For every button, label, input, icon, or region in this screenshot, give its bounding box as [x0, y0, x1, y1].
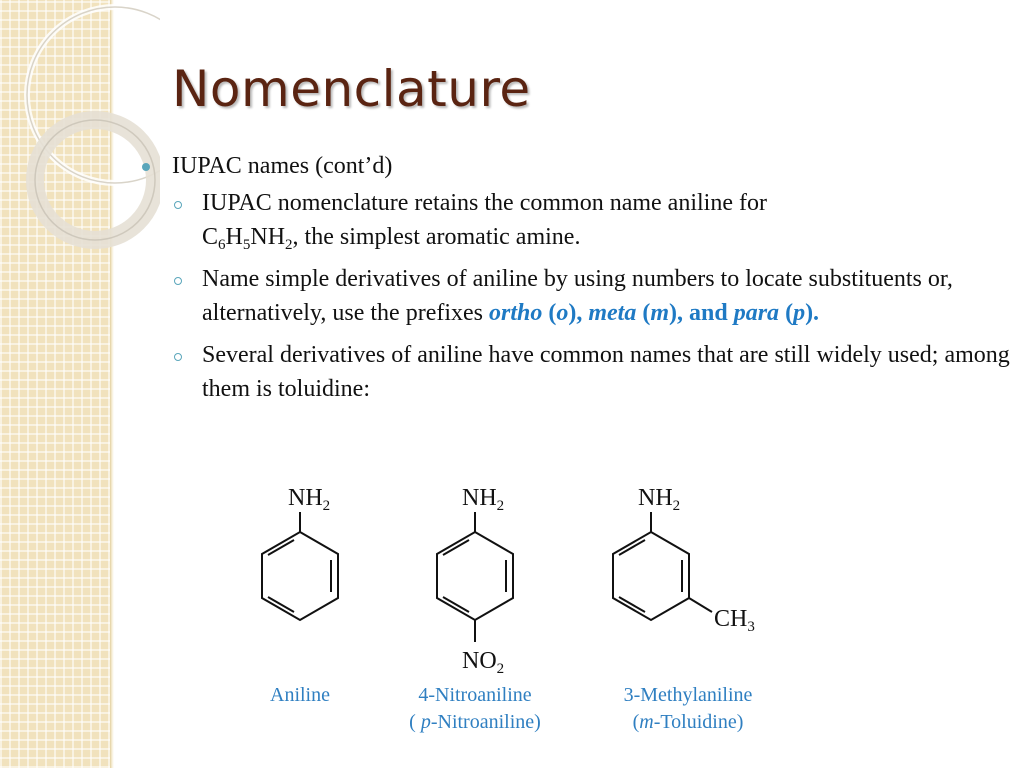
methylaniline-caption: 3-Methylaniline	[623, 684, 753, 706]
sub-bullet-toluidine	[140, 338, 1010, 406]
prefix-m: m	[650, 300, 670, 326]
bullet-text: IUPAC names (cont’d)	[172, 153, 393, 179]
prefix-ortho: ortho (o), meta (m), and para (p).	[489, 300, 820, 326]
sub-bullet-ring-icon	[174, 353, 182, 361]
formula-h: H	[225, 224, 243, 250]
formula-c: C	[202, 224, 219, 250]
sub-bullet-ring-icon	[174, 277, 182, 285]
formula-h-sub: 5	[242, 237, 251, 253]
sub-bullet-text-1-tail: , the simplest aromatic amine.	[292, 224, 581, 250]
aniline-caption: Aniline	[270, 684, 330, 706]
aniline-structures-figure	[250, 470, 790, 740]
sub-bullet-aniline	[140, 186, 1010, 254]
prefix-o: o	[556, 300, 569, 326]
formula-nh: NH	[250, 224, 286, 250]
slide-title: Nomenclature	[172, 60, 531, 118]
methylaniline-ch3-label: $CH_3$	[714, 606, 755, 635]
slide-body	[140, 150, 1010, 414]
sub-bullet-text-2: Name simple derivatives of aniline by using numbers to locate substituents or, alternatively, use the prefixes	[202, 266, 953, 326]
nitroaniline-nh2-label: $NH_2$	[462, 485, 505, 514]
sub-bullet-ring-icon	[174, 201, 182, 209]
methylaniline-alt-caption: (m-Toluidine)	[632, 711, 744, 733]
prefix-ortho-word: ortho	[489, 300, 543, 326]
aniline-structure	[262, 485, 338, 706]
sub-bullet-derivatives	[140, 262, 1010, 330]
prefix-para-word: para	[733, 300, 780, 326]
prefix-meta-word: meta	[588, 300, 637, 326]
formula-c-sub: 6	[218, 237, 226, 253]
aniline-nh2-label: $NH_2$	[288, 485, 331, 514]
sub-bullet-text-1: IUPAC nomenclature retains the common name aniline for	[202, 190, 767, 216]
nitroaniline-structure	[409, 485, 541, 733]
decorative-rings	[0, 0, 160, 300]
formula-nh-sub: 2	[285, 237, 293, 253]
methylaniline-nh2-label: $NH_2$	[638, 485, 681, 514]
nitroaniline-no2-label: $NO_2$	[462, 648, 505, 677]
nitroaniline-alt-caption: ( p-Nitroaniline)	[409, 711, 541, 733]
nitroaniline-caption: 4-Nitroaniline	[418, 684, 532, 706]
bullet-dot-icon	[142, 163, 150, 171]
bullet-iupac-names	[140, 150, 1010, 182]
sub-bullet-text-3: Several derivatives of aniline have common names that are still widely used; among them is toluidine:	[202, 342, 1010, 402]
methylaniline-structure	[613, 485, 755, 733]
prefix-and: ), and	[669, 300, 734, 326]
prefix-p: p	[793, 300, 806, 326]
